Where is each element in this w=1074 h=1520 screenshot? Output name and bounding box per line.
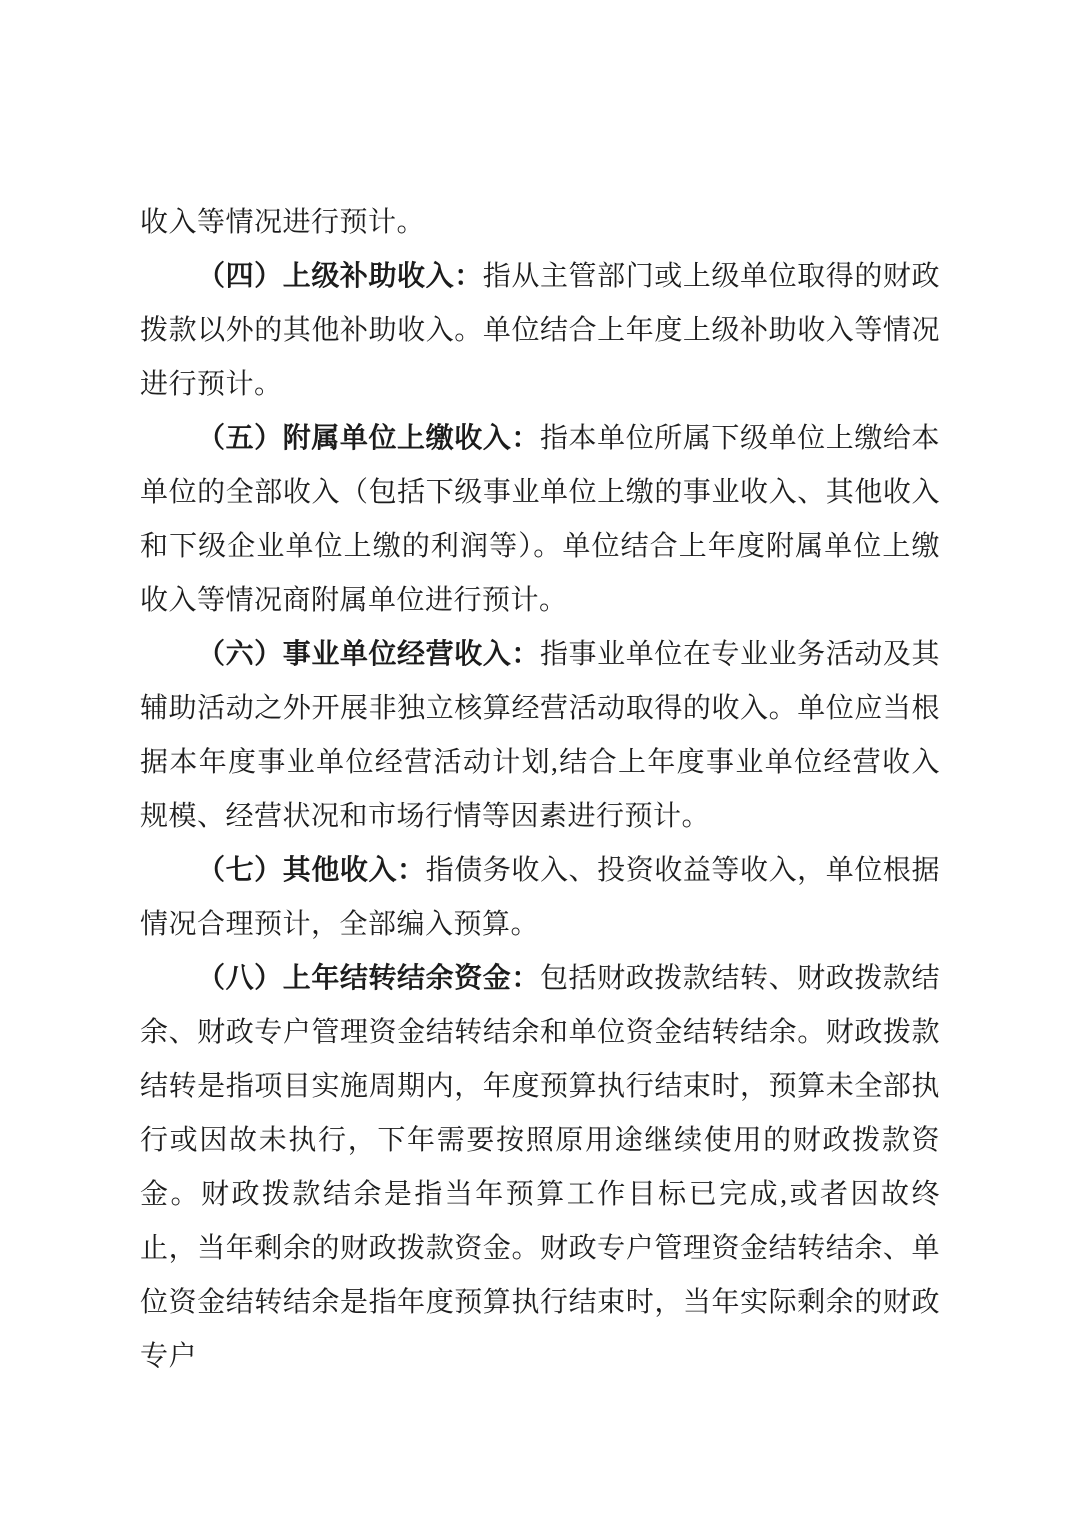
paragraph-body: 收入等情况进行预计。: [140, 207, 426, 238]
paragraph-body: 指事业单位在专业业务活动及其辅助活动之外开展非独立核算经营活动取得的收入。单位应当根据本年度事业单位经营活动计划,结合上年度事业单位经营收入规模、经营状况和市场行情等因素进行预计。: [140, 639, 940, 832]
paragraph-item-6-institution-operating-income: [140, 628, 940, 844]
paragraph-item-4-superior-subsidy-income: [140, 250, 940, 412]
paragraph-continuation: [140, 196, 940, 250]
paragraph-lead: （七）其他收入：: [197, 855, 426, 886]
paragraph-lead: （八）上年结转结余资金：: [197, 963, 540, 994]
paragraph-item-5-affiliated-unit-remitted-income: [140, 412, 940, 628]
paragraph-body: 指本单位所属下级单位上缴给本单位的全部收入（包括下级事业单位上缴的事业收入、其他收入和下级企业单位上缴的利润等）。单位结合上年度附属单位上缴收入等情况商附属单位进行预计。: [140, 423, 940, 616]
paragraph-item-8-carryover-surplus-funds: [140, 952, 940, 1384]
paragraph-body: 指从主管部门或上级单位取得的财政拨款以外的其他补助收入。单位结合上年度上级补助收入等情况进行预计。: [140, 261, 940, 400]
paragraph-lead: （六）事业单位经营收入：: [197, 639, 540, 670]
paragraph-item-7-other-income: [140, 844, 940, 952]
paragraph-lead: （五）附属单位上缴收入：: [197, 423, 540, 454]
paragraph-body: 包括财政拨款结转、财政拨款结余、财政专户管理资金结转结余和单位资金结转结余。财政拨款结转是指项目实施周期内，年度预算执行结束时，预算未全部执行或因故未执行，下年需要按照原用途继续使用的财政拨款资金。财政拨款结余是指当年预算工作目标已完成,或者因故终止，当年剩余的财政拨款资金。财政专户管理资金结转结余、单位资金结转结余是指年度预算执行结束时，当年实际剩余的财政专户: [140, 963, 940, 1372]
document-text-block: [140, 196, 940, 1384]
paragraph-lead: （四）上级补助收入：: [197, 261, 483, 292]
paragraph-body: 指债务收入、投资收益等收入，单位根据情况合理预计，全部编入预算。: [140, 855, 940, 940]
